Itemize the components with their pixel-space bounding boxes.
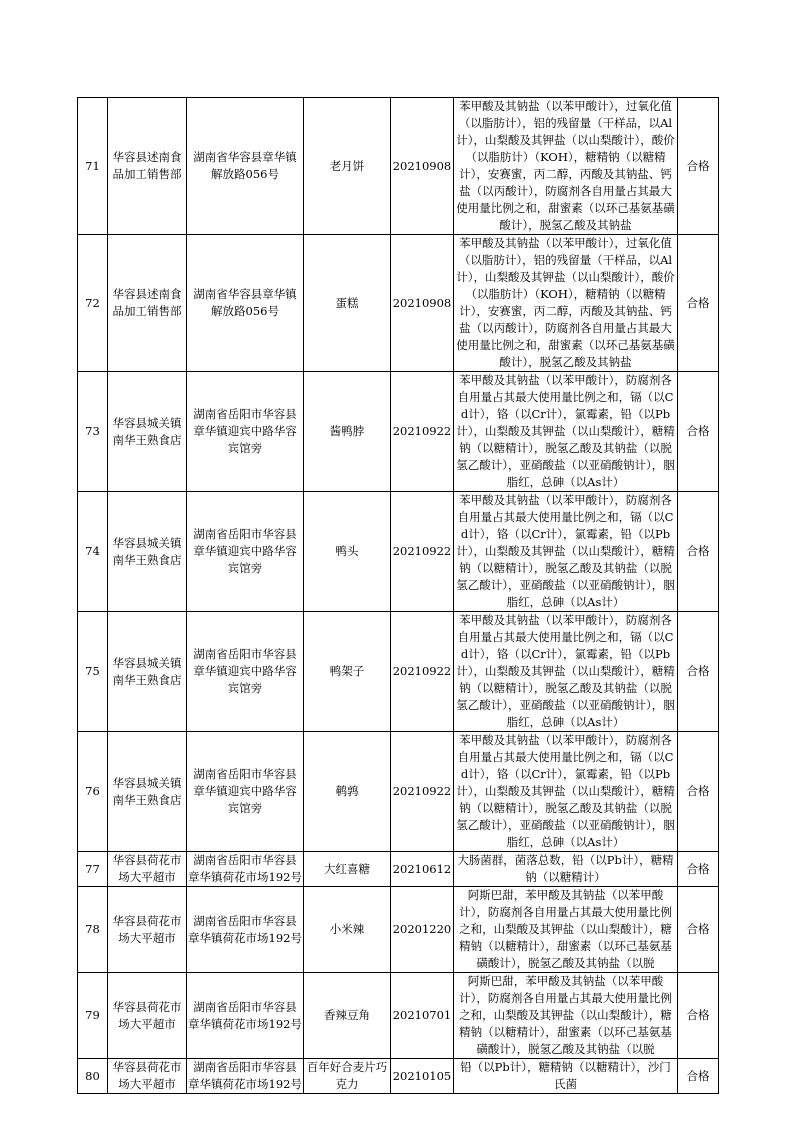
test-items: 大肠菌群，菌落总数，铅（以Pb计），糖精钠（以糖精计） <box>454 852 678 887</box>
test-result: 合格 <box>678 98 719 235</box>
company-address: 湖南省岳阳市华容县章华镇迎宾中路华容宾馆旁 <box>187 732 304 852</box>
table-row <box>78 98 719 235</box>
company-address: 湖南省岳阳市华容县章华镇迎宾中路华容宾馆旁 <box>187 612 304 732</box>
production-date: 20210922 <box>391 372 454 492</box>
production-date: 20210908 <box>391 98 454 235</box>
test-result: 合格 <box>678 732 719 852</box>
production-date: 20210701 <box>391 973 454 1059</box>
company-address: 湖南省岳阳市华容县章华镇迎宾中路华容宾馆旁 <box>187 372 304 492</box>
test-items: 阿斯巴甜，苯甲酸及其钠盐（以苯甲酸计），防腐剂各自用量占其最大使用量比例之和，山梨酸及其钾盐（以山梨酸计），糖精钠（以糖精计），甜蜜素（以环己基氨基磺酸计），脱氢乙酸及其钠盐（以脱 <box>454 887 678 973</box>
test-items: 苯甲酸及其钠盐（以苯甲酸计），防腐剂各自用量占其最大使用量比例之和，镉（以Cd计），铬（以Cr计），氯霉素，铅（以Pb计），山梨酸及其钾盐（以山梨酸计），糖精钠（以糖精计），脱氢乙酸及其钠盐（以脱氢乙酸计），亚硝酸盐（以亚硝酸钠计），胭脂红，总砷（以As计） <box>454 612 678 732</box>
test-items: 铅（以Pb计），糖精钠（以糖精计），沙门氏菌 <box>454 1059 678 1094</box>
company-name: 华容县述南食品加工销售部 <box>108 98 187 235</box>
inspection-table <box>77 97 719 1094</box>
table-row <box>78 612 719 732</box>
company-address: 湖南省岳阳市华容县章华镇迎宾中路华容宾馆旁 <box>187 492 304 612</box>
test-items: 阿斯巴甜，苯甲酸及其钠盐（以苯甲酸计），防腐剂各自用量占其最大使用量比例之和，山梨酸及其钾盐（以山梨酸计），糖精钠（以糖精计），甜蜜素（以环己基氨基磺酸计），脱氢乙酸及其钠盐（以脱 <box>454 973 678 1059</box>
table-row <box>78 235 719 372</box>
table-row <box>78 372 719 492</box>
row-number: 78 <box>78 887 108 973</box>
company-name: 华容县荷花市场大平超市 <box>108 1059 187 1094</box>
company-address: 湖南省岳阳市华容县章华镇荷花市场192号 <box>187 1059 304 1094</box>
row-number: 71 <box>78 98 108 235</box>
table-row <box>78 852 719 887</box>
production-date: 20210105 <box>391 1059 454 1094</box>
test-result: 合格 <box>678 1059 719 1094</box>
company-address: 湖南省华容县章华镇解放路056号 <box>187 235 304 372</box>
row-number: 76 <box>78 732 108 852</box>
food-name: 鹌鹑 <box>304 732 391 852</box>
company-name: 华容县城关镇南华王熟食店 <box>108 372 187 492</box>
production-date: 20210922 <box>391 732 454 852</box>
food-name: 香辣豆角 <box>304 973 391 1059</box>
table-row <box>78 1059 719 1094</box>
production-date: 20201220 <box>391 887 454 973</box>
row-number: 79 <box>78 973 108 1059</box>
company-name: 华容县城关镇南华王熟食店 <box>108 492 187 612</box>
company-name: 华容县城关镇南华王熟食店 <box>108 612 187 732</box>
row-number: 77 <box>78 852 108 887</box>
company-name: 华容县城关镇南华王熟食店 <box>108 732 187 852</box>
food-name: 鸭架子 <box>304 612 391 732</box>
production-date: 20210612 <box>391 852 454 887</box>
test-result: 合格 <box>678 372 719 492</box>
production-date: 20210922 <box>391 612 454 732</box>
food-name: 大红喜糖 <box>304 852 391 887</box>
row-number: 75 <box>78 612 108 732</box>
company-address: 湖南省岳阳市华容县章华镇荷花市场192号 <box>187 852 304 887</box>
table-row <box>78 732 719 852</box>
table-row <box>78 887 719 973</box>
test-result: 合格 <box>678 612 719 732</box>
test-result: 合格 <box>678 852 719 887</box>
table-row <box>78 492 719 612</box>
company-name: 华容县荷花市场大平超市 <box>108 852 187 887</box>
food-name: 酱鸭脖 <box>304 372 391 492</box>
production-date: 20210908 <box>391 235 454 372</box>
food-name: 蛋糕 <box>304 235 391 372</box>
row-number: 73 <box>78 372 108 492</box>
food-name: 百年好合麦片巧克力 <box>304 1059 391 1094</box>
test-result: 合格 <box>678 235 719 372</box>
table-row <box>78 973 719 1059</box>
row-number: 74 <box>78 492 108 612</box>
company-name: 华容县述南食品加工销售部 <box>108 235 187 372</box>
company-name: 华容县荷花市场大平超市 <box>108 887 187 973</box>
company-address: 湖南省岳阳市华容县章华镇荷花市场192号 <box>187 887 304 973</box>
test-items: 苯甲酸及其钠盐（以苯甲酸计），防腐剂各自用量占其最大使用量比例之和，镉（以Cd计），铬（以Cr计），氯霉素，铅（以Pb计），山梨酸及其钾盐（以山梨酸计），糖精钠（以糖精计），脱氢乙酸及其钠盐（以脱氢乙酸计），亚硝酸盐（以亚硝酸钠计），胭脂红，总砷（以As计） <box>454 372 678 492</box>
row-number: 72 <box>78 235 108 372</box>
test-items: 苯甲酸及其钠盐（以苯甲酸计），防腐剂各自用量占其最大使用量比例之和，镉（以Cd计），铬（以Cr计），氯霉素，铅（以Pb计），山梨酸及其钾盐（以山梨酸计），糖精钠（以糖精计），脱氢乙酸及其钠盐（以脱氢乙酸计），亚硝酸盐（以亚硝酸钠计），胭脂红，总砷（以As计） <box>454 492 678 612</box>
production-date: 20210922 <box>391 492 454 612</box>
company-address: 湖南省岳阳市华容县章华镇荷花市场192号 <box>187 973 304 1059</box>
test-items: 苯甲酸及其钠盐（以苯甲酸计），过氧化值（以脂肪计），铝的残留量（干样品，以Al计），山梨酸及其钾盐（以山梨酸计），酸价（以脂肪计）（KOH），糖精钠（以糖精计），安赛蜜，丙二醇，丙酸及其钠盐、钙盐（以丙酸计），防腐剂各自用量占其最大使用量比例之和，甜蜜素（以环己基氨基磺酸计），脱氢乙酸及其钠盐 <box>454 235 678 372</box>
food-name: 鸭头 <box>304 492 391 612</box>
test-result: 合格 <box>678 887 719 973</box>
company-name: 华容县荷花市场大平超市 <box>108 973 187 1059</box>
test-result: 合格 <box>678 973 719 1059</box>
test-result: 合格 <box>678 492 719 612</box>
food-name: 老月饼 <box>304 98 391 235</box>
row-number: 80 <box>78 1059 108 1094</box>
food-name: 小米辣 <box>304 887 391 973</box>
test-items: 苯甲酸及其钠盐（以苯甲酸计），过氧化值（以脂肪计），铝的残留量（干样品，以Al计），山梨酸及其钾盐（以山梨酸计），酸价（以脂肪计）（KOH），糖精钠（以糖精计），安赛蜜，丙二醇，丙酸及其钠盐、钙盐（以丙酸计），防腐剂各自用量占其最大使用量比例之和，甜蜜素（以环己基氨基磺酸计），脱氢乙酸及其钠盐 <box>454 98 678 235</box>
table-body <box>78 98 719 1094</box>
test-items: 苯甲酸及其钠盐（以苯甲酸计），防腐剂各自用量占其最大使用量比例之和，镉（以Cd计），铬（以Cr计），氯霉素，铅（以Pb计），山梨酸及其钾盐（以山梨酸计），糖精钠（以糖精计），脱氢乙酸及其钠盐（以脱氢乙酸计），亚硝酸盐（以亚硝酸钠计），胭脂红，总砷（以As计） <box>454 732 678 852</box>
company-address: 湖南省华容县章华镇解放路056号 <box>187 98 304 235</box>
